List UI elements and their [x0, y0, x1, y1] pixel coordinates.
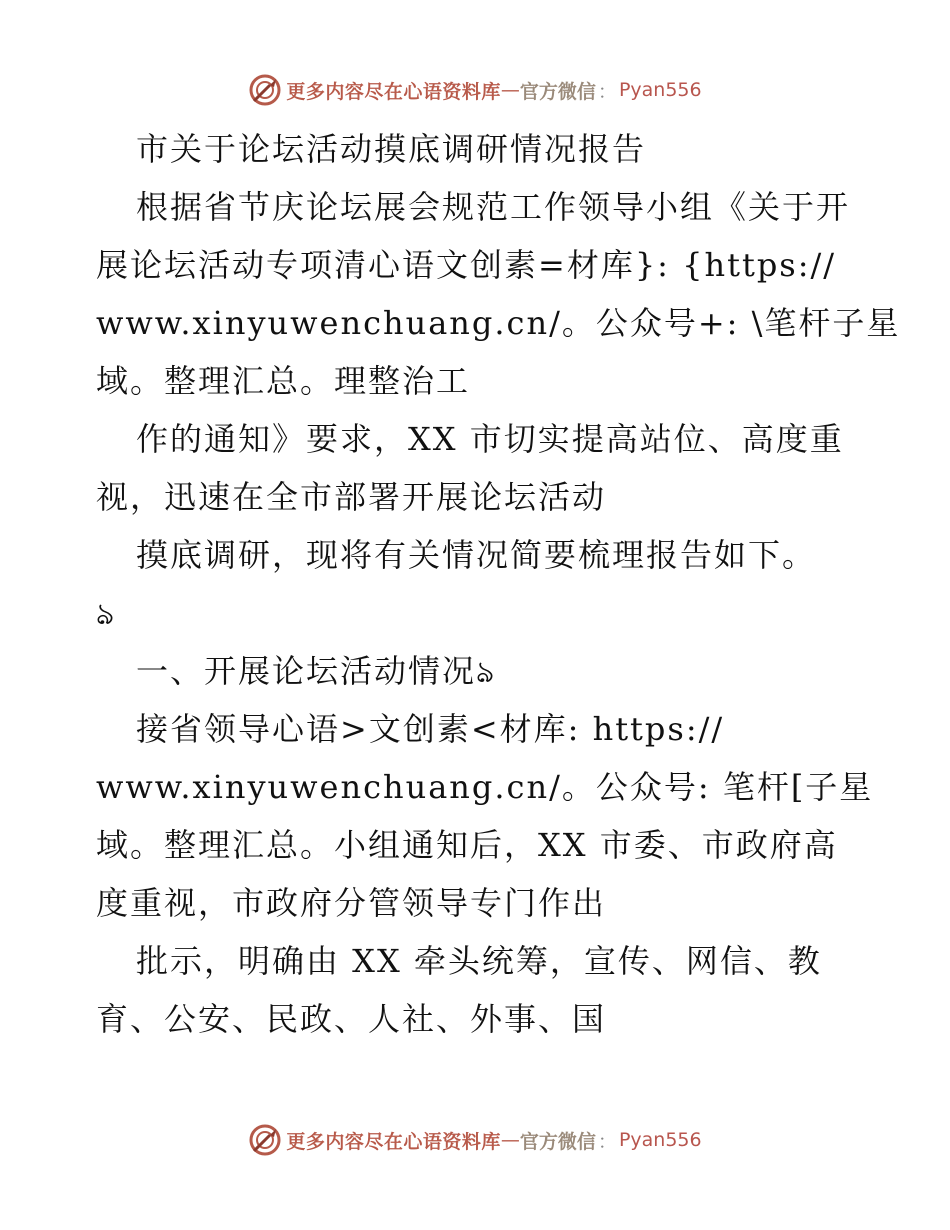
- document-body: [96, 120, 901, 1048]
- paragraph-line: 度重视，市政府分管领导专门作出: [96, 884, 607, 922]
- paragraph-line: 作的通知》要求，XX 市切实提高站位、高度重: [136, 420, 844, 458]
- banner-separator: ：: [597, 80, 617, 103]
- banner-wechat-id: Pyan556: [618, 79, 702, 101]
- ornament-icon: ঌ: [96, 597, 117, 632]
- banner-main-text: 更多内容尽在心语资料库: [286, 80, 501, 103]
- paragraph-line: 视，迅速在全市部署开展论坛活动: [96, 478, 607, 516]
- paragraph-line: www.xinyuwenchuang.cn/。公众号: 笔杆[子星: [96, 768, 874, 806]
- banner-main-text: 更多内容尽在心语资料库: [286, 1130, 501, 1153]
- paragraph-line: 接省领导心语>文创素<材库: https://: [136, 710, 725, 748]
- paragraph-line: 域。整理汇总。小组通知后，XX 市委、市政府高: [96, 826, 838, 864]
- banner-separator: ：: [597, 1130, 617, 1153]
- paragraph-line: 展论坛活动专项清心语文创素=材库}: {https://: [96, 246, 837, 284]
- section-heading-text: 一、开展论坛活动情况: [136, 652, 477, 690]
- paragraph-line: 摸底调研，现将有关情况简要梳理报告如下。: [136, 536, 817, 574]
- brand-logo-icon: [248, 73, 282, 107]
- footer-banner: [0, 1120, 950, 1160]
- paragraph-line: 批示，明确由 XX 牵头统筹，宣传、网信、教: [136, 942, 822, 980]
- paragraph-line: www.xinyuwenchuang.cn/。公众号+: \笔杆子星: [96, 304, 901, 342]
- banner-dash: —: [500, 1129, 520, 1151]
- brand-logo-icon: [248, 1123, 282, 1157]
- ornament-line: [96, 584, 856, 642]
- ornament-icon: ঌ: [476, 655, 497, 690]
- banner-wechat-id: Pyan556: [618, 1129, 702, 1151]
- banner-official-label: 官方微信: [519, 80, 596, 103]
- paragraph-line: 域。整理汇总。理整治工: [96, 362, 471, 400]
- section-heading: [96, 642, 856, 700]
- header-banner: [0, 70, 950, 110]
- document-title: 市关于论坛活动摸底调研情况报告: [136, 130, 647, 168]
- banner-dash: —: [500, 79, 520, 101]
- paragraph-line: 根据省节庆论坛展会规范工作领导小组《关于开: [136, 188, 851, 226]
- paragraph-line: 育、公安、民政、人社、外事、国: [96, 1000, 607, 1038]
- banner-official-label: 官方微信: [519, 1130, 596, 1153]
